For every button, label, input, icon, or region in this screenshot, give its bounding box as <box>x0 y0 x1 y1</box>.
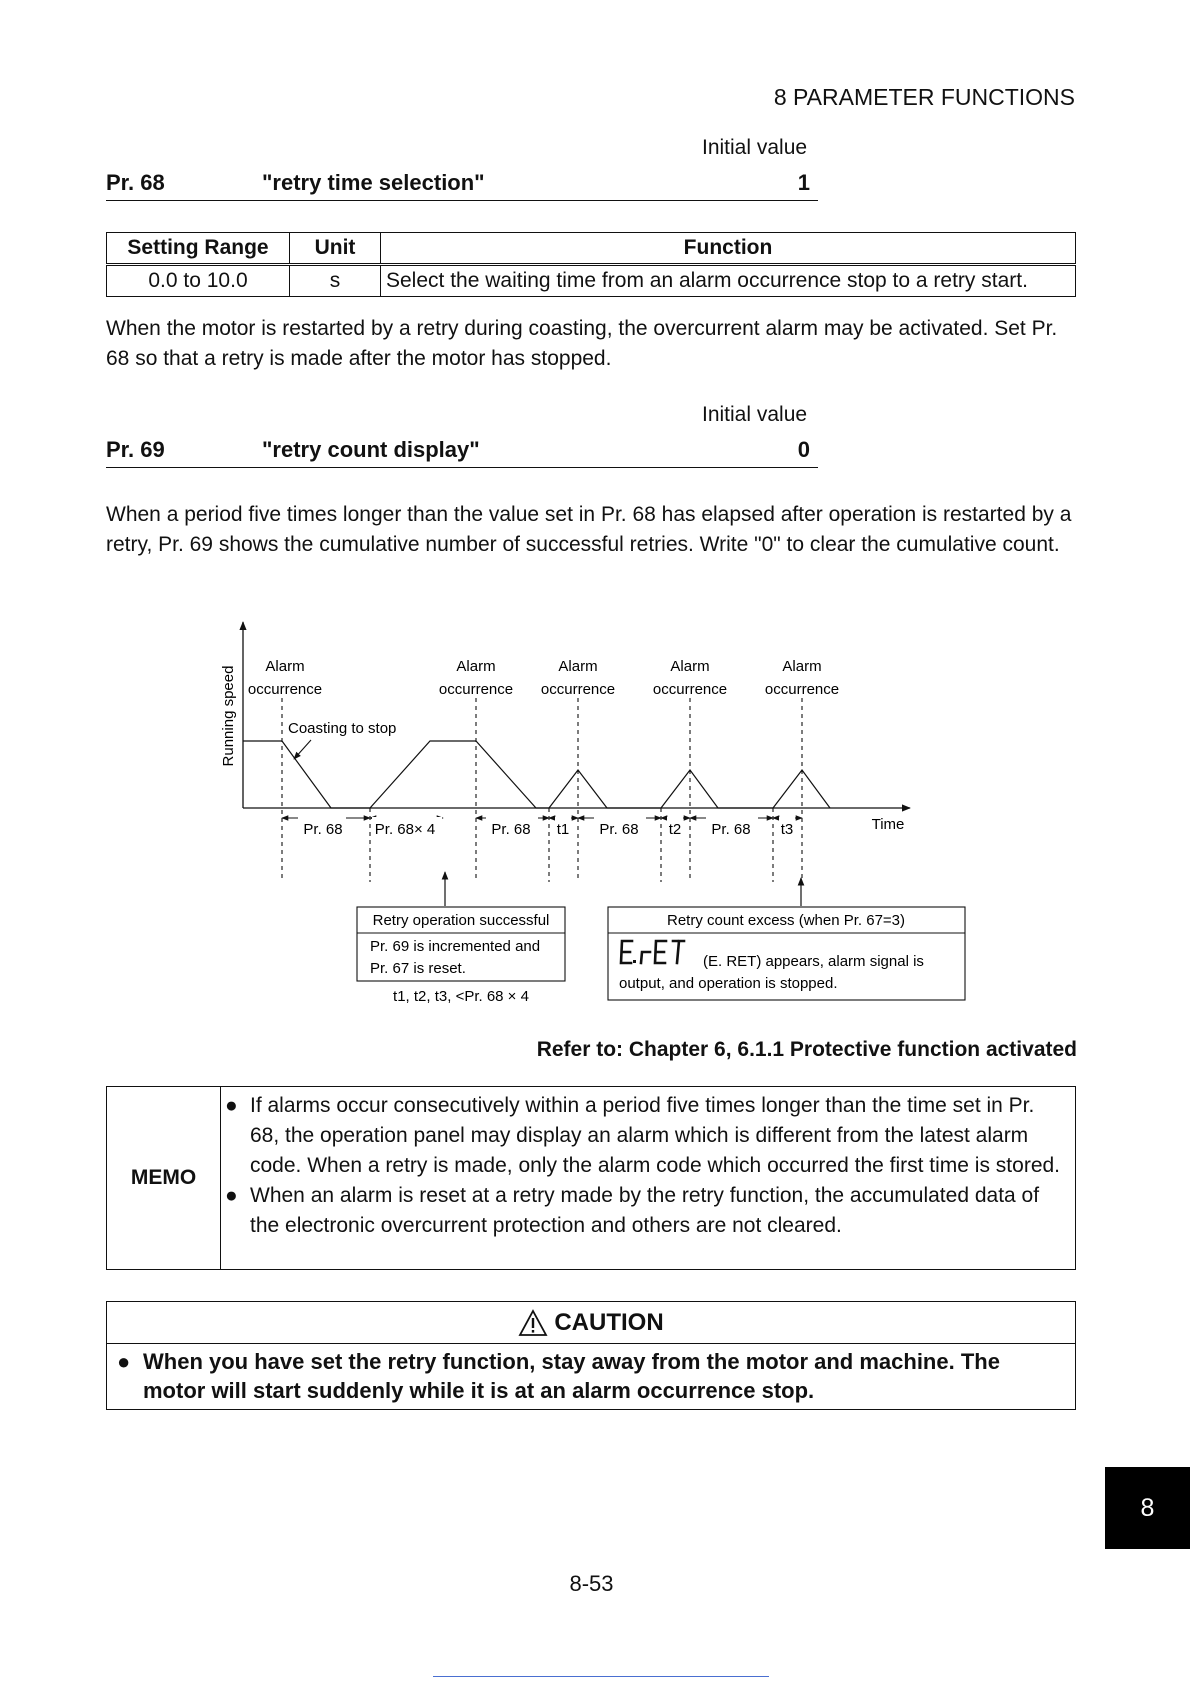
pr68-number: Pr. 68 <box>106 170 165 195</box>
alarm-sub-3: occurrence <box>540 681 616 698</box>
interval-pr68-1: Pr. 68 <box>303 821 343 838</box>
interval-t2: t2 <box>668 821 682 838</box>
pr69-initial-label: Initial value <box>702 403 808 426</box>
success-box-title: Retry operation successful <box>372 912 550 929</box>
memo-item <box>225 1091 1067 1181</box>
paragraph-pr68-note: When the motor is restarted by a retry during coasting, the overcurrent alarm may be activated. Set Pr. 68 so that a retry is made after the motor has stopped. <box>106 317 1058 370</box>
excess-box-line1: (E. RET) appears, alarm signal is <box>703 953 924 970</box>
memo-item-text: When an alarm is reset at a retry made by the retry function, the accumulated data of the electronic overcurrent protection and others are not cleared. <box>250 1184 1040 1237</box>
pr69-name: "retry count display" <box>262 437 480 462</box>
caution-header <box>107 1302 1075 1344</box>
interval-pr68-2: Pr. 68 <box>491 821 531 838</box>
success-box-condition: t1, t2, t3, <Pr. 68 × 4 <box>393 988 529 1005</box>
section-title: 8 PARAMETER FUNCTIONS <box>773 84 1075 110</box>
col-unit: Unit <box>290 233 381 265</box>
interval-pr68-3: Pr. 68 <box>599 821 639 838</box>
y-axis-label: Running speed <box>220 665 237 767</box>
chapter-tab: 8 <box>1105 1467 1190 1549</box>
memo-item-text: If alarms occur consecutively within a period five times longer than the time set in Pr. 68, the operation panel may display an alarm which is different from the latest alarm code. When a retry is made, only the alarm code which occurred the first time is stored. <box>250 1094 1061 1177</box>
success-box-line2: Pr. 67 is reset. <box>370 960 466 977</box>
caution-title: CAUTION <box>554 1308 664 1336</box>
success-box-line1: Pr. 69 is incremented and <box>370 938 541 955</box>
page-number: 8-53 <box>569 1571 614 1596</box>
excess-box-line2: output, and operation is stopped. <box>619 975 838 992</box>
alarm-label-4: Alarm <box>670 658 710 675</box>
bullet-icon: ● <box>225 1094 238 1117</box>
speed-waveform <box>243 741 830 808</box>
bullet-icon: ● <box>117 1349 131 1374</box>
cell-setting-range: 0.0 to 10.0 <box>107 265 290 297</box>
retry-excess-box <box>608 907 965 1000</box>
alarm-sub-5: occurrence <box>764 681 840 698</box>
paragraph-pr69-description: When a period five times longer than the value set in Pr. 68 has elapsed after operation is restarted by a retry, Pr. 69 shows the cumulative number of successful retries. Write "0" to clear the cumulative count. <box>106 503 1072 556</box>
alarm-sub-1: occurrence <box>247 681 323 698</box>
memo-label: MEMO <box>107 1087 221 1269</box>
pr69-number: Pr. 69 <box>106 437 165 462</box>
interval-t1: t1 <box>556 821 570 838</box>
pr69-initial-value: 0 <box>797 437 810 462</box>
cell-function: Select the waiting time from an alarm occurrence stop to a retry start. <box>381 265 1076 297</box>
pr68-initial-label: Initial value <box>702 136 808 159</box>
interval-t3: t3 <box>780 821 794 838</box>
interval-pr68x4: Pr. 68× 4 <box>374 821 436 838</box>
pr68-name: "retry time selection" <box>262 170 485 195</box>
interval-pr68-4: Pr. 68 <box>711 821 751 838</box>
alarm-sub-2: occurrence <box>438 681 514 698</box>
warning-triangle-icon <box>518 1309 548 1337</box>
x-axis-label: Time <box>871 816 905 833</box>
col-setting-range: Setting Range <box>107 233 290 265</box>
memo-box <box>106 1086 1076 1270</box>
bullet-icon: ● <box>225 1184 238 1207</box>
coasting-label: Coasting to stop <box>288 720 397 737</box>
cell-unit: s <box>290 265 381 297</box>
alarm-label-5: Alarm <box>782 658 822 675</box>
footer-rule <box>433 1676 769 1677</box>
alarm-label-1: Alarm <box>265 658 305 675</box>
refer-note: Refer to: Chapter 6, 6.1.1 Protective function activated <box>536 1038 1077 1061</box>
excess-box-title: Retry count excess (when Pr. 67=3) <box>666 912 906 929</box>
alarm-label-3: Alarm <box>558 658 598 675</box>
caution-text: When you have set the retry function, stay away from the motor and machine. The motor will start suddenly while it is at an alarm occurrence stop. <box>143 1349 1000 1403</box>
alarm-sub-4: occurrence <box>652 681 728 698</box>
memo-item <box>225 1181 1067 1241</box>
col-function: Function <box>381 233 1076 265</box>
retry-success-box <box>357 907 565 1005</box>
pr68-initial-value: 1 <box>797 170 810 195</box>
caution-box <box>106 1301 1076 1410</box>
coasting-pointer <box>294 740 311 759</box>
alarm-label-2: Alarm <box>456 658 496 675</box>
